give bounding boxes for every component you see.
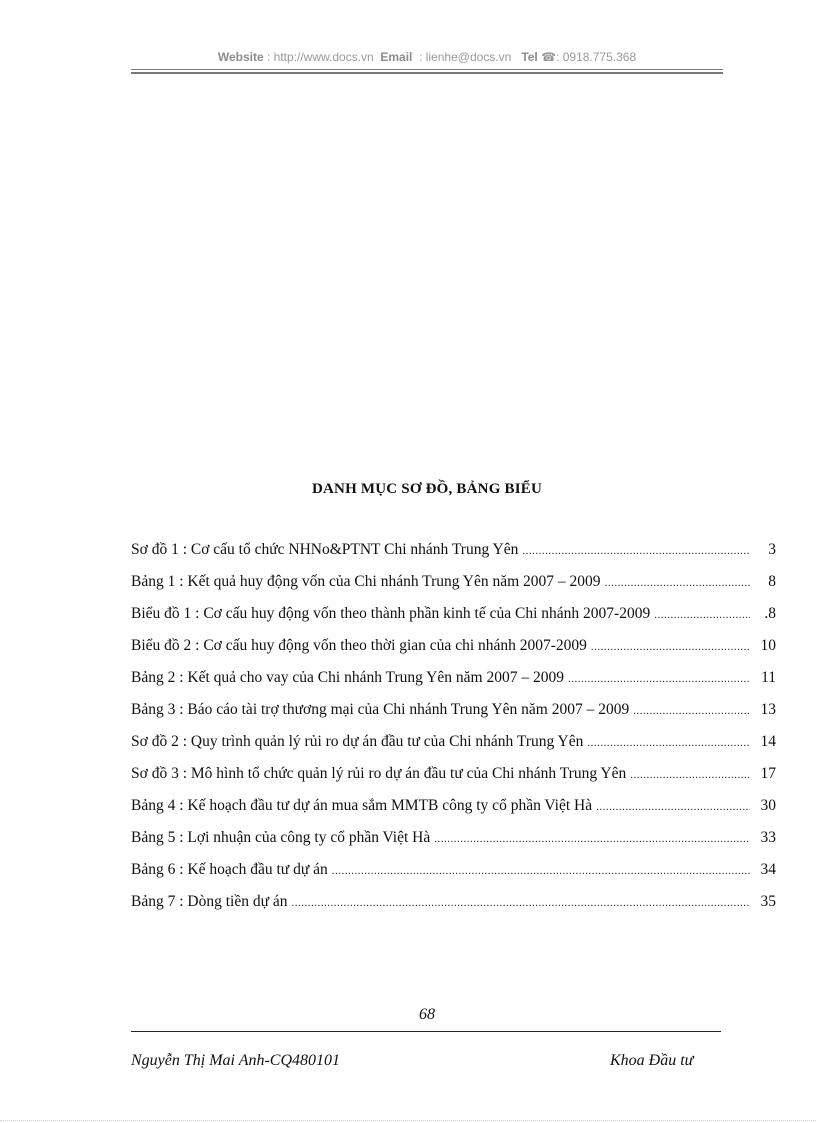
toc-dot-leader	[630, 769, 750, 781]
toc-dot-leader	[654, 609, 750, 621]
tel-value: : 0918.775.368	[556, 50, 637, 64]
page-header	[131, 50, 723, 64]
toc-entry-label: Bảng 3 : Báo cáo tài trợ thương mại của Chi nhánh Trung Yên năm 2007 – 2009	[131, 701, 630, 718]
toc-entry-page: 11	[761, 669, 776, 686]
toc-entry	[131, 573, 776, 605]
toc-dot-leader	[591, 641, 750, 653]
footer-rule	[131, 1031, 721, 1032]
toc-entry-page: 34	[760, 861, 776, 878]
toc-entry-label: Bảng 4 : Kế hoạch đầu tư dự án mua sắm MMTB công ty cổ phần Việt Hà	[131, 797, 593, 814]
toc-entry	[131, 701, 776, 733]
toc-entry	[131, 797, 776, 829]
toc-entry	[131, 765, 776, 797]
toc-entry-page: 13	[760, 701, 776, 718]
footer-author: Nguyễn Thị Mai Anh-CQ480101	[131, 1052, 341, 1069]
page-title: DANH MỤC SƠ ĐỒ, BẢNG BIỂU	[311, 481, 542, 497]
toc-entry	[131, 541, 776, 573]
toc-entry-page: 8	[768, 573, 776, 590]
toc-entry	[131, 893, 776, 925]
toc-entry-label: Biểu đồ 1 : Cơ cấu huy động vốn theo thành phần kinh tế của Chi nhánh 2007-2009	[131, 605, 651, 622]
tel-label: Tel	[521, 50, 538, 64]
toc-entry-label: Bảng 2 : Kết quả cho vay của Chi nhánh Trung Yên năm 2007 – 2009	[131, 669, 564, 686]
toc-entry-label: Sơ đồ 1 : Cơ cấu tổ chức NHNo&PTNT Chi nhánh Trung Yên	[131, 541, 519, 558]
table-of-figures	[131, 541, 776, 925]
toc-entry-page: 35	[760, 893, 776, 910]
footer-department: Khoa Đầu tư	[610, 1052, 694, 1069]
toc-entry-page: 30	[760, 797, 776, 814]
toc-entry	[131, 861, 776, 893]
toc-entry	[131, 829, 776, 861]
toc-entry-page: 33	[760, 829, 776, 846]
email-value: : lienhe@docs.vn	[419, 50, 512, 64]
toc-entry	[131, 637, 776, 669]
toc-entry	[131, 669, 776, 701]
toc-dot-leader	[605, 577, 750, 589]
header-rule	[131, 69, 723, 70]
toc-entry-label: Bảng 1 : Kết quả huy động vốn của Chi nhánh Trung Yên năm 2007 – 2009	[131, 573, 601, 590]
toc-entry-label: Sơ đồ 3 : Mô hình tổ chức quản lý rủi ro dự án đầu tư của Chi nhánh Trung Yên	[131, 765, 627, 782]
toc-entry-label: Bảng 7 : Dòng tiền dự án	[131, 893, 288, 910]
toc-entry	[131, 733, 776, 765]
toc-entry-label: Sơ đồ 2 : Quy trình quản lý rủi ro dự án đầu tư của Chi nhánh Trung Yên	[131, 733, 584, 750]
toc-entry-label: Biểu đồ 2 : Cơ cấu huy động vốn theo thời gian của chi nhánh 2007-2009	[131, 637, 587, 654]
website-value: : http://www.docs.vn	[266, 50, 374, 64]
toc-entry-label: Bảng 5 : Lợi nhuận của công ty cổ phần Việt Hà	[131, 829, 431, 846]
toc-entry-page: .8	[764, 605, 776, 622]
website-label: Website	[217, 50, 264, 64]
toc-dot-leader	[292, 897, 751, 909]
toc-entry-page: 17	[760, 765, 776, 782]
toc-entry-page: 14	[760, 733, 776, 750]
toc-dot-leader	[633, 705, 750, 717]
telephone-icon: ☎	[541, 50, 557, 64]
toc-dot-leader	[434, 833, 750, 845]
toc-entry-page: 3	[768, 541, 776, 558]
bottom-dotted-rule	[0, 1120, 816, 1121]
toc-entry	[131, 605, 776, 637]
toc-dot-leader	[596, 801, 750, 813]
toc-dot-leader	[587, 737, 750, 749]
toc-dot-leader	[568, 673, 750, 685]
toc-dot-leader	[522, 545, 750, 557]
toc-dot-leader	[332, 865, 750, 877]
toc-entry-label: Bảng 6 : Kế hoạch đầu tư dự án	[131, 861, 328, 878]
header-rule-thick	[131, 72, 723, 74]
toc-entry-page: 10	[760, 637, 776, 654]
email-label: Email	[380, 50, 413, 64]
page-number: 68	[419, 1006, 435, 1023]
